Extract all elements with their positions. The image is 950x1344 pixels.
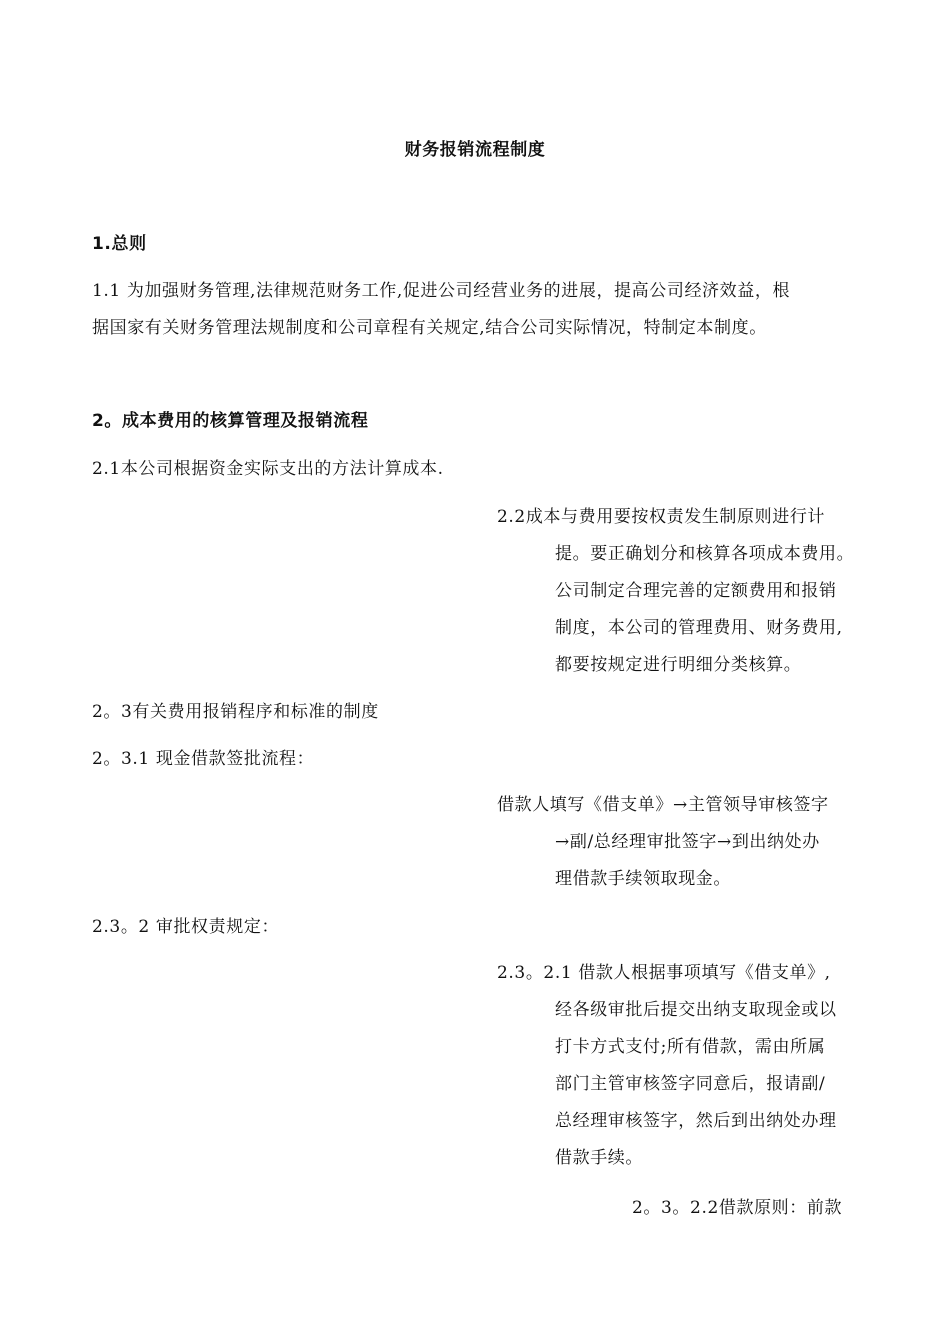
flow-line: 理借款手续领取现金。 <box>555 869 731 889</box>
section-2-2-line: 提。要正确划分和核算各项成本费用。 <box>555 544 855 564</box>
section-2-3-2-1-line: 部门主管审核签字同意后，报请副/ <box>555 1074 826 1094</box>
section-2-3-2-1-first-line: 2.3。2.1 借款人根据事项填写《借支单》, <box>497 963 831 983</box>
flow-line: →副/总经理审批签字→到出纳处办 <box>555 832 820 852</box>
section-2-2-block <box>497 499 877 684</box>
section-1-heading: 1.总则 <box>92 234 147 254</box>
section-2-3-2-1-block <box>497 955 877 1177</box>
section-2-3-1-flow-block <box>497 787 877 898</box>
section-1-1-line-1: 1.1 为加强财务管理,法律规范财务工作,促进公司经营业务的进展，提高公司经济效益，根 <box>92 281 791 301</box>
section-2-3-2-1-line: 打卡方式支付;所有借款，需由所属 <box>555 1037 826 1057</box>
document-title: 财务报销流程制度 <box>404 140 546 160</box>
section-2-2-line: 都要按规定进行明细分类核算。 <box>555 655 802 675</box>
section-2-3: 2。3有关费用报销程序和标准的制度 <box>92 702 379 722</box>
section-2-2-first-line: 2.2成本与费用要按权责发生制原则进行计 <box>497 507 826 527</box>
section-2-3-2-1-line: 经各级审批后提交出纳支取现金或以 <box>555 1000 837 1020</box>
section-2-2-line: 公司制定合理完善的定额费用和报销 <box>555 581 837 601</box>
section-2-3-1: 2。3.1 现金借款签批流程： <box>92 749 315 769</box>
section-2-heading: 2。成本费用的核算管理及报销流程 <box>92 411 369 431</box>
flow-first-line: 借款人填写《借支单》→主管领导审核签字 <box>497 795 829 815</box>
section-1-1-line-2: 据国家有关财务管理法规制度和公司章程有关规定,结合公司实际情况，特制定本制度。 <box>92 318 767 338</box>
section-2-3-2-1-line: 借款手续。 <box>555 1148 643 1168</box>
section-2-3-2: 2.3。2 审批权责规定： <box>92 917 280 937</box>
section-2-2-line: 制度，本公司的管理费用、财务费用, <box>555 618 843 638</box>
section-2-3-2-2: 2。3。2.2借款原则：前款 <box>632 1198 843 1218</box>
section-2-3-2-1-line: 总经理审核签字，然后到出纳处办理 <box>555 1111 837 1131</box>
section-2-1: 2.1本公司根据资金实际支出的方法计算成本. <box>92 459 444 479</box>
